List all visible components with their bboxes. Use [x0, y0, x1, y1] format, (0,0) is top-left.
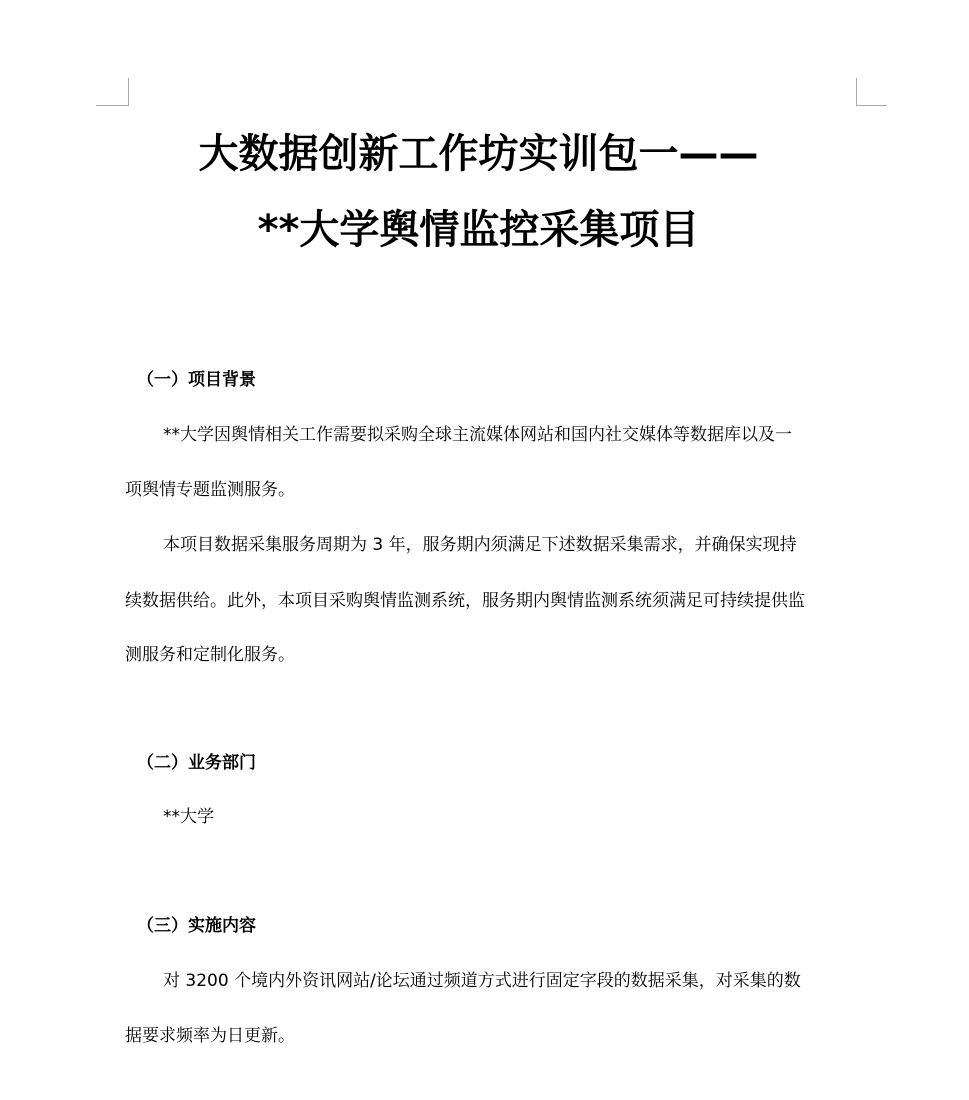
section-heading-background: （一）项目背景 — [137, 370, 256, 390]
top-left-corner-mark — [96, 78, 129, 106]
paragraph-line: 本项目数据采集服务周期为 3 年，服务期内须满足下述数据采集需求，并确保实现持 — [163, 535, 797, 555]
section-heading-implementation: （三）实施内容 — [137, 916, 256, 936]
paragraph-line: 对 3200 个境内外资讯网站/论坛通过频道方式进行固定字段的数据采集，对采集的数 — [163, 971, 801, 991]
paragraph-line: 续数据供给。此外，本项目采购舆情监测系统，服务期内舆情监测系统须满足可持续提供监 — [125, 591, 805, 611]
paragraph-line: **大学 — [163, 807, 214, 827]
paragraph-line: 测服务和定制化服务。 — [125, 645, 295, 665]
paragraph-line: 据要求频率为日更新。 — [125, 1026, 295, 1046]
paragraph-line: 项舆情专题监测服务。 — [125, 480, 295, 500]
document-title-line-2: **大学舆情监控采集项目 — [257, 207, 700, 253]
document-title-line-1: 大数据创新工作坊实训包一—— — [198, 131, 759, 177]
section-heading-department: （二）业务部门 — [137, 753, 256, 773]
paragraph-line: **大学因舆情相关工作需要拟采购全球主流媒体网站和国内社交媒体等数据库以及一 — [163, 425, 792, 445]
top-right-corner-mark — [856, 78, 887, 106]
